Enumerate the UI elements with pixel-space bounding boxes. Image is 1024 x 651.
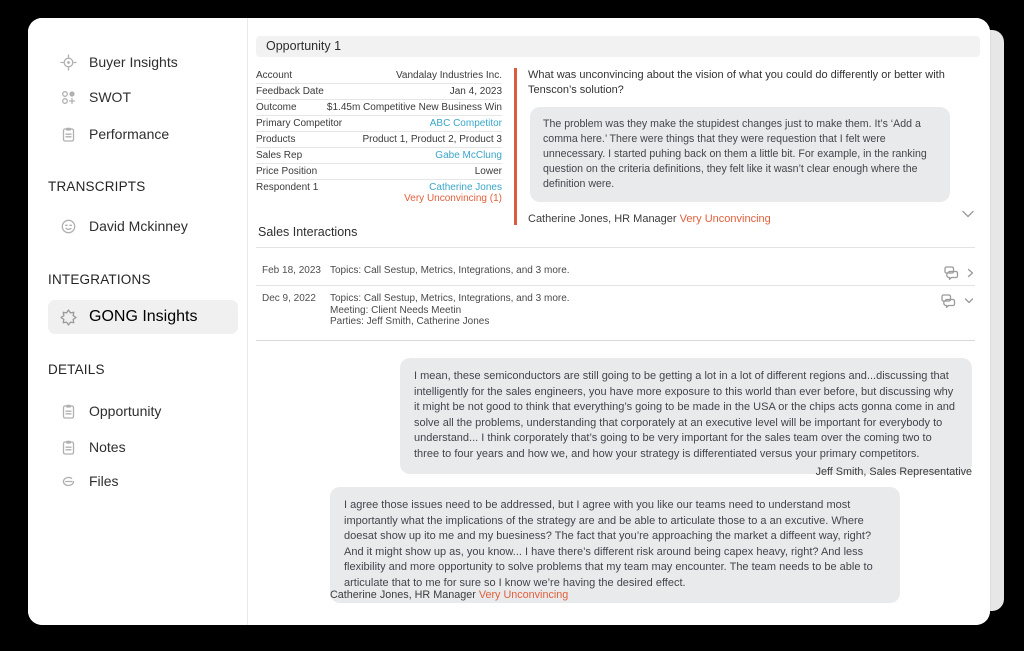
interaction-row[interactable] (256, 265, 975, 285)
sidebar-item-buyer-insights[interactable] (28, 48, 248, 76)
transcript-message-catherine: I agree those issues need to be addressed, but I agree with you like our teams need to understand most importantly what the implications of the strategy are and be able to articulate those to a an excutive. Where doesat show up ito me and my buesiness? The fact that you’re approaching the market a diffeent way, right? And it might show up as, you know... I have there’s different risk around being capex heavy, right? And less flexibility and more opportunity to solve problems that my team may encounter. The team needs to be able to articulate that to me for sure so I know we’re having the desired effect. (330, 487, 900, 603)
chevron-right-icon[interactable] (966, 267, 975, 279)
table-row-outcome (256, 100, 502, 116)
table-row-respondent (256, 180, 502, 205)
quote-bubble: The problem was they make the stupidest changes just to make them. It’s ‘Add a comma here.’ There were things that they were requestion that I felt were unnecessary. I started puhing back on them a little bit. For example, in the ranking question on the criteria definitions, they felt like it wasn’t clear enough where the definition were. (530, 107, 950, 202)
competitor-link[interactable]: ABC Competitor (429, 118, 502, 129)
interaction-topics: Topics: Call Sestup, Metrics, Integrations, and 3 more. (330, 265, 570, 276)
row-label: Outcome (256, 102, 297, 113)
chevron-down-icon (960, 208, 976, 220)
attribution-rating: Very Unconvincing (478, 589, 569, 601)
respondent-rating: Very Unconvincing (1) (404, 193, 502, 204)
sidebar-item-swot[interactable] (28, 83, 248, 111)
table-row-products (256, 132, 502, 148)
clipboard-icon (60, 126, 77, 143)
row-label: Sales Rep (256, 150, 303, 161)
sales-interactions-title: Sales Interactions (258, 225, 358, 239)
attribution-rating: Very Unconvincing (679, 212, 771, 225)
sidebar-item-label: Buyer Insights (89, 54, 178, 70)
swot-grid-icon (60, 89, 77, 106)
sidebar-item-label: Performance (89, 126, 170, 142)
chat-bubbles-icon[interactable] (943, 265, 959, 280)
sidebar-item-david-mckinney[interactable] (28, 212, 248, 240)
opportunity-details-table (256, 68, 502, 205)
sidebar-item-performance[interactable] (28, 120, 248, 148)
opportunity-title-bar: Opportunity 1 (256, 36, 980, 57)
sidebar-item-label: David Mckinney (89, 218, 188, 234)
transcript-message-jeff: I mean, these semiconductors are still going to be getting a lot in a lot of different regions and...discussing that intelligently for the sales engineers, you have more exposure to this world than ever before, but discussing why it might be not good to think that everything’s going to be made in the USA or the chips acts gonna come in and solve all the problems, understanding that corporately at an executive level will be important for everybody to understand... I think corporately that’s going to be very important for the sales team over the coming two to three to four years and how we, and how your strategy is differentiated versus your primary competitors. (400, 358, 972, 474)
table-row-feedback-date (256, 84, 502, 100)
interaction-topics: Topics: Call Sestup, Metrics, Integrations, and 3 more. (330, 293, 570, 304)
face-icon (60, 218, 77, 235)
interaction-row-expanded[interactable] (256, 293, 975, 337)
sidebar-section-transcripts: TRANSCRIPTS (48, 179, 146, 194)
chat-bubbles-icon[interactable] (940, 293, 956, 308)
app-window (28, 18, 990, 625)
table-row-account (256, 68, 502, 84)
clipboard-icon (60, 403, 77, 420)
interaction-date: Feb 18, 2023 (262, 265, 321, 276)
row-value: Jan 4, 2023 (449, 86, 502, 97)
table-row-primary-competitor (256, 116, 502, 132)
table-row-sales-rep (256, 148, 502, 164)
gong-burst-icon (60, 309, 77, 326)
clipboard-icon (60, 439, 77, 456)
target-icon (60, 54, 77, 71)
sidebar-item-opportunity[interactable] (28, 397, 248, 425)
row-label: Price Position (256, 166, 318, 177)
sidebar-item-label: GONG Insights (89, 308, 198, 325)
divider (256, 247, 975, 248)
sidebar-item-label: Files (89, 473, 119, 489)
sidebar-item-files[interactable] (28, 467, 248, 495)
main-panel (248, 18, 990, 625)
table-row-price-position (256, 164, 502, 180)
sidebar-item-label: SWOT (89, 89, 131, 105)
row-label: Account (256, 70, 293, 81)
sidebar-item-label: Notes (89, 439, 126, 455)
sidebar-section-integrations: INTEGRATIONS (48, 272, 151, 287)
row-label: Products (256, 134, 296, 145)
divider (256, 340, 975, 341)
sidebar-item-notes[interactable] (28, 433, 248, 461)
interaction-parties: Parties: Jeff Smith, Catherine Jones (330, 316, 490, 327)
interaction-meeting: Meeting: Client Needs Meetin (330, 304, 462, 316)
quote-attribution (528, 213, 976, 225)
row-label: Feedback Date (256, 86, 324, 97)
row-label: Respondent 1 (256, 182, 319, 193)
row-label: Primary Competitor (256, 118, 343, 129)
attribution-name: Catherine Jones, HR Manager (528, 212, 677, 225)
sidebar-item-gong-insights[interactable] (48, 300, 238, 334)
row-value: Lower (474, 166, 502, 177)
collapse-section-button[interactable] (960, 208, 976, 220)
respondent-link[interactable]: Catherine Jones (429, 182, 502, 193)
sidebar-item-label: Opportunity (89, 403, 162, 419)
row-value: Product 1, Product 2, Product 3 (362, 134, 502, 145)
divider (256, 285, 975, 286)
sales-rep-link[interactable]: Gabe McClung (435, 150, 502, 161)
message-attribution-catherine (330, 589, 568, 601)
attribution-name: Catherine Jones, HR Manager (330, 589, 476, 601)
interaction-date: Dec 9, 2022 (262, 293, 316, 304)
sidebar (28, 18, 248, 625)
question-block (514, 68, 976, 225)
sidebar-section-details: DETAILS (48, 362, 105, 377)
chevron-down-icon[interactable] (963, 296, 975, 306)
message-attribution-jeff: Jeff Smith, Sales Representative (815, 466, 972, 478)
paperclip-icon (60, 473, 77, 490)
row-value: $1.45m Competitive New Business Win (326, 102, 502, 113)
question-text: What was unconvincing about the vision of what you could do differently or better with Tenscon’s solution? (528, 69, 945, 96)
row-value: Vandalay Industries Inc. (396, 70, 502, 81)
